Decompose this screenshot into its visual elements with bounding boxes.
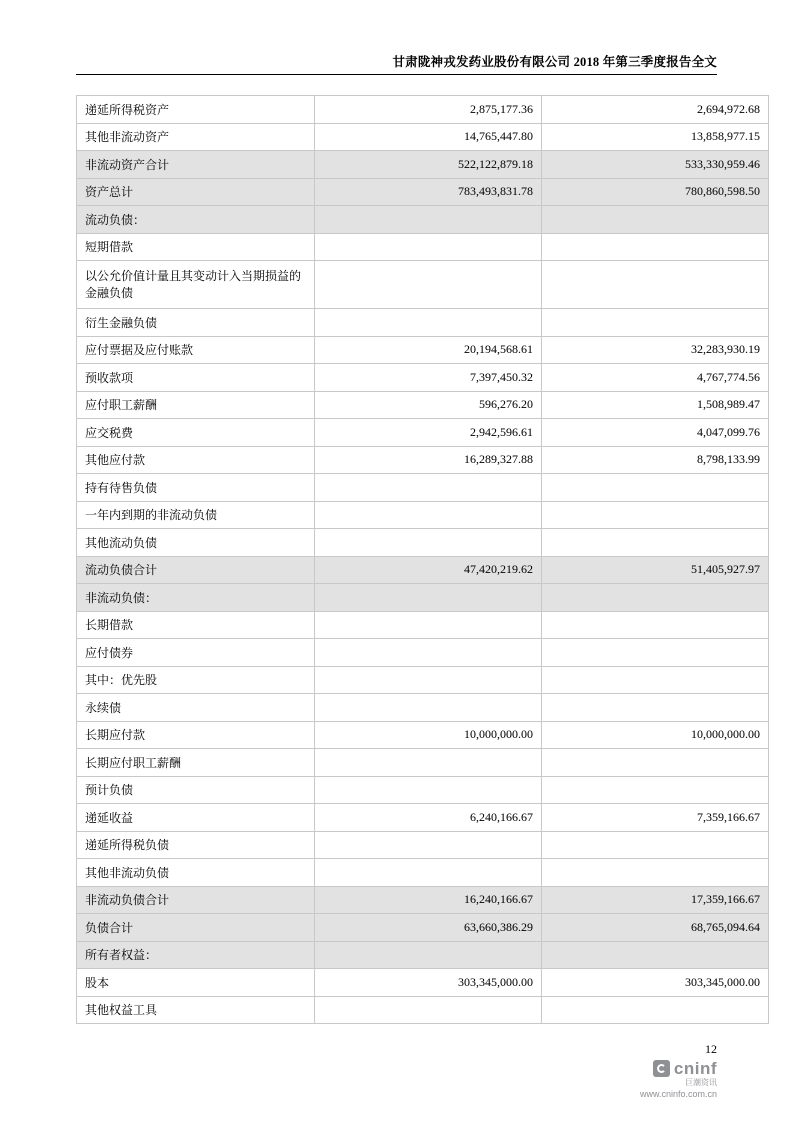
row-value-current: [315, 749, 542, 777]
row-value-current: 14,765,447.80: [315, 123, 542, 151]
table-row: [77, 996, 769, 1024]
table-row: [77, 584, 769, 612]
balance-sheet-table: [76, 95, 769, 1024]
row-label: 应付票据及应付账款: [77, 336, 315, 364]
row-label: 应交税费: [77, 419, 315, 447]
row-value-current: [315, 996, 542, 1024]
row-label: 资产总计: [77, 178, 315, 206]
row-value-current: 783,493,831.78: [315, 178, 542, 206]
row-value-current: [315, 941, 542, 969]
row-value-previous: [542, 584, 769, 612]
row-value-current: [315, 859, 542, 887]
row-value-previous: [542, 474, 769, 502]
row-label: 持有待售负债: [77, 474, 315, 502]
table-row: [77, 419, 769, 447]
row-value-previous: [542, 996, 769, 1024]
row-value-current: [315, 584, 542, 612]
row-value-previous: 533,330,959.46: [542, 151, 769, 179]
row-value-previous: 1,508,989.47: [542, 391, 769, 419]
row-value-previous: 780,860,598.50: [542, 178, 769, 206]
logo-subtitle: 巨潮资讯: [685, 1078, 717, 1088]
row-value-previous: 2,694,972.68: [542, 96, 769, 124]
row-value-previous: 13,858,977.15: [542, 123, 769, 151]
logo-text: cninf: [673, 1058, 717, 1078]
row-label: 长期借款: [77, 611, 315, 639]
row-label: 应付职工薪酬: [77, 391, 315, 419]
row-value-previous: 51,405,927.97: [542, 556, 769, 584]
row-value-previous: 10,000,000.00: [542, 721, 769, 749]
row-value-previous: [542, 261, 769, 309]
row-value-previous: [542, 501, 769, 529]
row-value-previous: [542, 831, 769, 859]
row-label: 长期应付职工薪酬: [77, 749, 315, 777]
table-row: [77, 151, 769, 179]
row-label: 非流动负债合计: [77, 886, 315, 914]
logo-url: www.cninfo.com.cn: [639, 1089, 717, 1100]
row-label: 预计负债: [77, 776, 315, 804]
row-label: 长期应付款: [77, 721, 315, 749]
row-value-previous: 7,359,166.67: [542, 804, 769, 832]
row-value-current: [315, 529, 542, 557]
row-value-previous: 68,765,094.64: [542, 914, 769, 942]
table-row: [77, 446, 769, 474]
row-value-previous: [542, 941, 769, 969]
table-row: [77, 123, 769, 151]
row-label: 所有者权益：: [77, 941, 315, 969]
table-row: [77, 941, 769, 969]
row-value-previous: 8,798,133.99: [542, 446, 769, 474]
cninfo-logo-icon: [653, 1060, 670, 1077]
row-label: 股本: [77, 969, 315, 997]
table-row: [77, 336, 769, 364]
row-value-current: 6,240,166.67: [315, 804, 542, 832]
page-header: 甘肃陇神戎发药业股份有限公司 2018 年第三季度报告全文: [392, 55, 717, 69]
table-row: [77, 178, 769, 206]
row-label: 预收款项: [77, 364, 315, 392]
row-value-current: 47,420,219.62: [315, 556, 542, 584]
table-row: [77, 556, 769, 584]
page-number: 12: [705, 1042, 717, 1056]
row-value-current: 596,276.20: [315, 391, 542, 419]
row-value-previous: 4,767,774.56: [542, 364, 769, 392]
row-value-previous: [542, 666, 769, 694]
row-label: 短期借款: [77, 233, 315, 261]
table-row: [77, 364, 769, 392]
row-label: 其中：优先股: [77, 666, 315, 694]
row-label: 永续债: [77, 694, 315, 722]
row-label: 非流动负债：: [77, 584, 315, 612]
table-row: [77, 206, 769, 234]
row-label: 其他非流动负债: [77, 859, 315, 887]
row-value-current: [315, 666, 542, 694]
row-value-current: 2,942,596.61: [315, 419, 542, 447]
table-row: [77, 639, 769, 667]
row-label: 衍生金融负债: [77, 309, 315, 337]
row-value-current: 16,240,166.67: [315, 886, 542, 914]
row-value-current: [315, 233, 542, 261]
table-row: [77, 749, 769, 777]
table-row: [77, 666, 769, 694]
table-row: [77, 474, 769, 502]
row-value-previous: [542, 776, 769, 804]
table-row: [77, 776, 769, 804]
row-label: 其他权益工具: [77, 996, 315, 1024]
row-value-previous: [542, 309, 769, 337]
row-value-current: 10,000,000.00: [315, 721, 542, 749]
row-value-previous: [542, 611, 769, 639]
row-label: 一年内到期的非流动负债: [77, 501, 315, 529]
row-value-current: [315, 639, 542, 667]
row-label: 负债合计: [77, 914, 315, 942]
row-label: 流动负债：: [77, 206, 315, 234]
row-label: 其他流动负债: [77, 529, 315, 557]
row-value-previous: [542, 859, 769, 887]
footer-logo: [640, 1060, 717, 1100]
row-value-current: 16,289,327.88: [315, 446, 542, 474]
table-body: [77, 96, 769, 1024]
table-row: [77, 694, 769, 722]
table-row: [77, 804, 769, 832]
row-label: 非流动资产合计: [77, 151, 315, 179]
row-label: 递延所得税资产: [77, 96, 315, 124]
row-value-current: 2,875,177.36: [315, 96, 542, 124]
logo-row: [640, 1060, 717, 1079]
row-label: 其他应付款: [77, 446, 315, 474]
row-value-previous: 17,359,166.67: [542, 886, 769, 914]
row-value-previous: [542, 233, 769, 261]
table-row: [77, 886, 769, 914]
table-row: [77, 721, 769, 749]
table-row: [77, 309, 769, 337]
row-value-current: [315, 831, 542, 859]
table-row: [77, 261, 769, 309]
row-value-previous: 303,345,000.00: [542, 969, 769, 997]
row-value-current: [315, 501, 542, 529]
row-label: 以公允价值计量且其变动计入当期损益的金融负债: [77, 261, 315, 309]
row-label: 其他非流动资产: [77, 123, 315, 151]
balance-sheet-table-container: [76, 95, 760, 1024]
row-label: 递延收益: [77, 804, 315, 832]
row-value-current: 522,122,879.18: [315, 151, 542, 179]
row-value-current: [315, 309, 542, 337]
row-value-current: [315, 694, 542, 722]
row-value-current: [315, 776, 542, 804]
table-row: [77, 233, 769, 261]
table-row: [77, 969, 769, 997]
row-value-previous: [542, 529, 769, 557]
table-row: [77, 529, 769, 557]
row-label: 应付债券: [77, 639, 315, 667]
table-row: [77, 859, 769, 887]
row-value-current: 20,194,568.61: [315, 336, 542, 364]
row-value-current: 7,397,450.32: [315, 364, 542, 392]
row-label: 流动负债合计: [77, 556, 315, 584]
table-row: [77, 501, 769, 529]
table-row: [77, 611, 769, 639]
header-divider: [76, 74, 717, 75]
table-row: [77, 96, 769, 124]
row-label: 递延所得税负债: [77, 831, 315, 859]
row-value-previous: 32,283,930.19: [542, 336, 769, 364]
table-row: [77, 914, 769, 942]
row-value-current: [315, 611, 542, 639]
row-value-previous: 4,047,099.76: [542, 419, 769, 447]
row-value-current: [315, 261, 542, 309]
row-value-previous: [542, 206, 769, 234]
row-value-current: 63,660,386.29: [315, 914, 542, 942]
row-value-previous: [542, 749, 769, 777]
row-value-current: 303,345,000.00: [315, 969, 542, 997]
row-value-previous: [542, 639, 769, 667]
row-value-previous: [542, 694, 769, 722]
table-row: [77, 391, 769, 419]
row-value-current: [315, 474, 542, 502]
table-row: [77, 831, 769, 859]
row-value-current: [315, 206, 542, 234]
